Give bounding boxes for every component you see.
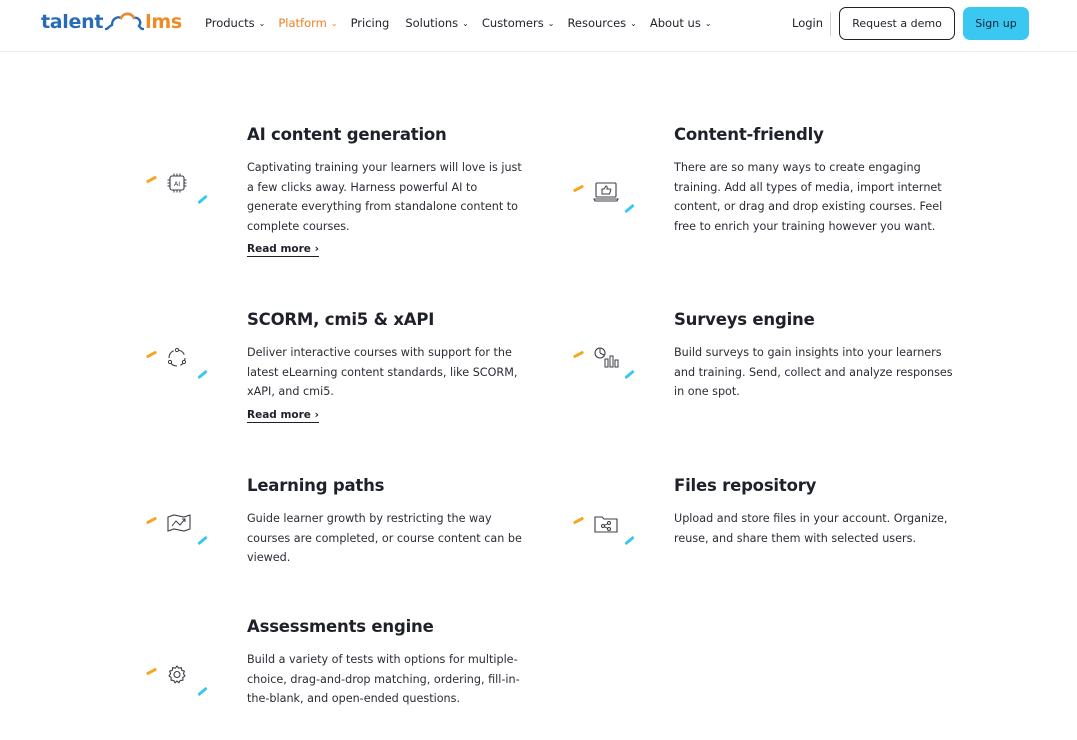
blue-accent-dash [624, 370, 634, 379]
orange-accent-dash [146, 517, 157, 525]
shared-folder-icon [593, 513, 619, 535]
blue-accent-dash [197, 195, 207, 204]
chevron-down-icon: ⌄ [330, 18, 338, 28]
blue-accent-dash [197, 370, 207, 379]
feature-description: There are so many ways to create engaging training. Add all types of media, import internet content, or drag and drop existing courses. Feel free to enrich your training however you want. [674, 161, 943, 233]
nav-products[interactable] [205, 16, 265, 30]
feature-title: AI content generation [247, 125, 447, 144]
feature-title: Assessments engine [247, 617, 434, 636]
read-more-link[interactable]: Read more › [247, 243, 319, 256]
feature-files-repository [674, 476, 954, 548]
nav-solutions-label: Solutions [405, 16, 459, 30]
logo-text-talent: talent [41, 11, 104, 33]
feature-icon-group [146, 664, 212, 710]
feature-description: Deliver interactive courses with support for the latest eLearning content standards, like SCORM, xAPI, and cmi5. [247, 346, 518, 399]
path-map-icon [166, 513, 192, 535]
orange-accent-dash [146, 351, 157, 359]
laptop-thumbs-up-icon [593, 181, 619, 203]
nav-pricing-label: Pricing [350, 16, 390, 30]
cloud-logo-icon [104, 10, 144, 34]
chevron-down-icon: ⌄ [258, 18, 266, 28]
svg-text:AI: AI [173, 180, 181, 188]
nav-customers-label: Customers [481, 16, 544, 30]
nav-customers[interactable] [482, 16, 555, 30]
chevron-down-icon: ⌄ [704, 18, 712, 28]
feature-ai-content-generation [247, 125, 527, 257]
feature-scorm-cmi5-xapi [247, 310, 527, 423]
talentlms-logo[interactable] [41, 8, 182, 36]
nav-platform-label: Platform [278, 16, 327, 30]
feature-title: Content-friendly [674, 125, 824, 144]
feature-learning-paths [247, 476, 527, 568]
feature-icon-group [573, 513, 639, 559]
feature-title: SCORM, cmi5 & xAPI [247, 310, 435, 329]
feature-content-friendly [674, 125, 954, 236]
orange-accent-dash [573, 351, 584, 359]
feature-icon-group [573, 347, 639, 393]
survey-chart-icon [593, 347, 619, 369]
orange-accent-dash [146, 668, 157, 676]
feature-description: Build surveys to gain insights into your learners and training. Send, collect and analyze responses in one spot. [674, 346, 953, 399]
nav-solutions[interactable] [405, 16, 469, 30]
read-more-link[interactable]: Read more › [247, 408, 319, 421]
feature-description: Build a variety of tests with options for multiple-choice, drag-and-drop matching, ordering, fill-in-the-blank, and open-ended questions. [247, 653, 520, 706]
feature-icon-group [146, 172, 212, 218]
site-header [0, 0, 1077, 52]
feature-title: Files repository [674, 476, 817, 495]
nav-resources[interactable] [567, 16, 636, 30]
feature-surveys-engine [674, 310, 954, 402]
feature-description: Captivating training your learners will love is just a few clicks away. Harness powerful AI to generate everything from standalone content to complete courses. [247, 161, 522, 233]
nav-resources-label: Resources [567, 16, 627, 30]
ai-chip-icon [166, 172, 188, 194]
request-demo-button[interactable]: Request a demo [839, 7, 955, 40]
feature-title: Learning paths [247, 476, 385, 495]
feature-assessments-engine [247, 617, 527, 709]
chevron-down-icon: ⌄ [630, 18, 637, 28]
blue-accent-dash [624, 204, 634, 213]
orange-accent-dash [573, 517, 584, 525]
nav-about-us[interactable] [650, 16, 712, 30]
chevron-down-icon: ⌄ [462, 18, 469, 28]
orange-accent-dash [573, 185, 584, 193]
blue-accent-dash [197, 687, 207, 696]
gear-icon [166, 664, 188, 686]
nav-pricing[interactable] [351, 16, 390, 30]
chevron-down-icon: ⌄ [547, 18, 555, 28]
main-nav [205, 16, 725, 30]
blue-accent-dash [197, 536, 207, 545]
nav-platform[interactable] [278, 16, 337, 30]
blue-accent-dash [624, 536, 634, 545]
nav-about-us-label: About us [649, 16, 701, 30]
feature-icon-group [146, 513, 212, 559]
login-link[interactable]: Login [792, 16, 824, 30]
cycle-arrows-icon [166, 347, 188, 369]
feature-icon-group [146, 347, 212, 393]
feature-description: Upload and store files in your account. Organize, reuse, and share them with selected users. [674, 512, 948, 545]
feature-description: Guide learner growth by restricting the way courses are completed, or course content can be viewed. [247, 512, 522, 565]
logo-text-lms: lms [145, 11, 182, 33]
feature-icon-group [573, 181, 639, 227]
nav-products-label: Products [205, 16, 255, 30]
header-divider [830, 12, 831, 36]
orange-accent-dash [146, 176, 157, 184]
feature-title: Surveys engine [674, 310, 815, 329]
sign-up-button[interactable]: Sign up [963, 7, 1029, 40]
